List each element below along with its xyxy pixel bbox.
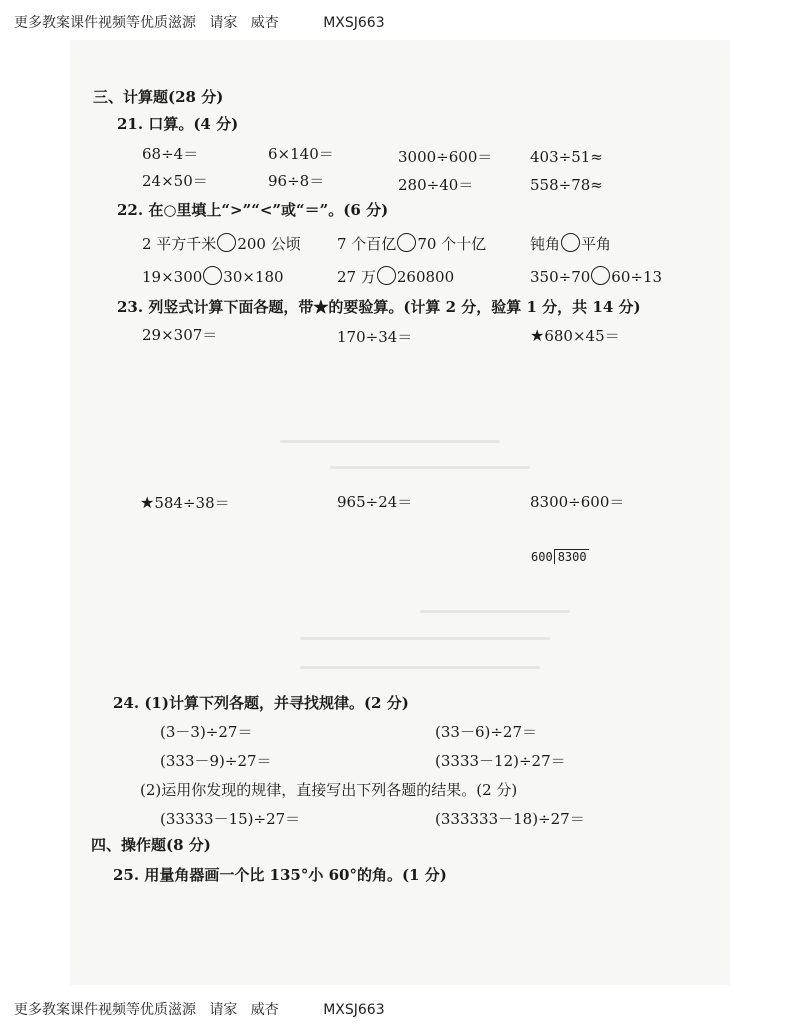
question-22-title: 22. 在○里填上“>”“<”或“＝”。(6 分) [117,201,389,219]
q23-item: 965÷24＝ [337,493,413,511]
q21-item: 280÷40＝ [398,176,474,194]
bleed-through-mark [300,666,540,669]
q24-part2-title: (2)运用你发现的规律，直接写出下列各题的结果。(2 分) [140,781,518,799]
question-25-title: 25. 用量角器画一个比 135°小 60°的角。(1 分) [113,866,447,884]
answer-circle[interactable] [377,266,396,285]
answer-circle[interactable] [203,266,222,285]
star-icon: ★ [530,326,545,345]
q22-comparison [337,266,454,286]
answer-circle[interactable] [217,233,236,252]
q22-comparison [142,233,301,253]
q22-left-term: 27 万 [337,268,376,286]
long-division-setup [531,550,589,564]
q23-item: 29×307＝ [142,326,218,344]
q22-right-term: 200 公顷 [237,235,301,253]
question-21-title: 21. 口算。(4 分) [117,115,239,133]
q24-item: (33333－15)÷27＝ [160,810,301,828]
q21-item: 24×50＝ [142,172,208,190]
q22-left-term: 7 个百亿 [337,235,397,253]
q22-right-term: 60÷13 [611,268,663,286]
q23-expression: 680×45＝ [544,327,620,345]
q22-comparison [530,266,662,286]
divisor: 600 [531,550,553,564]
q22-comparison [337,233,486,253]
bleed-through-mark [330,466,530,469]
q22-right-term: 70 个十亿 [417,235,487,253]
q21-item: 6×140＝ [268,145,334,163]
q21-item: 96÷8＝ [268,172,325,190]
answer-circle[interactable] [397,233,416,252]
q22-left-term: 钝角 [530,235,561,253]
q22-comparison [142,266,284,286]
q22-right-term: 30×180 [223,268,284,286]
question-24-title: 24. (1)计算下列各题，并寻找规律。(2 分) [113,694,409,712]
answer-circle[interactable] [561,233,580,252]
q23-item: 170÷34＝ [337,328,413,346]
q24-item: (333－9)÷27＝ [160,752,272,770]
q22-right-term: 260800 [396,268,455,286]
q22-left-term: 19×300 [142,268,203,286]
answer-circle[interactable] [591,266,610,285]
q24-item: (3－3)÷27＝ [160,723,253,741]
star-icon: ★ [140,493,155,512]
q24-item: (33－6)÷27＝ [435,723,537,741]
header-banner: 更多教案课件视频等优质滋源 请家 威杏 MXSJ663 [14,15,385,31]
q24-item: (333333－18)÷27＝ [435,810,585,828]
question-23-title: 23. 列竖式计算下面各题，带★的要验算。(计算 2 分，验算 1 分，共 14 分) [117,298,641,316]
q23-item: 8300÷600＝ [530,493,625,511]
q23-item [140,494,230,512]
q23-expression: 584÷38＝ [154,494,230,512]
q21-item: 68÷4＝ [142,145,199,163]
bleed-through-mark [280,440,500,443]
q22-left-term: 2 平方千米 [142,235,217,253]
section-title-calculation: 三、计算题(28 分) [93,88,224,106]
section-title-operation: 四、操作题(8 分) [91,836,211,854]
q24-item: (3333－12)÷27＝ [435,752,566,770]
q22-comparison [530,233,611,253]
bleed-through-mark [300,637,550,640]
q23-item [530,327,620,345]
q21-item: 558÷78≈ [530,176,603,194]
q21-item: 403÷51≈ [530,148,603,166]
q22-right-term: 平角 [581,235,612,253]
bleed-through-mark [420,610,570,613]
q22-left-term: 350÷70 [530,268,591,286]
footer-banner: 更多教案课件视频等优质滋源 请家 威杏 MXSJ663 [14,1002,385,1018]
dividend: 8300 [554,549,589,564]
q21-item: 3000÷600＝ [398,148,493,166]
